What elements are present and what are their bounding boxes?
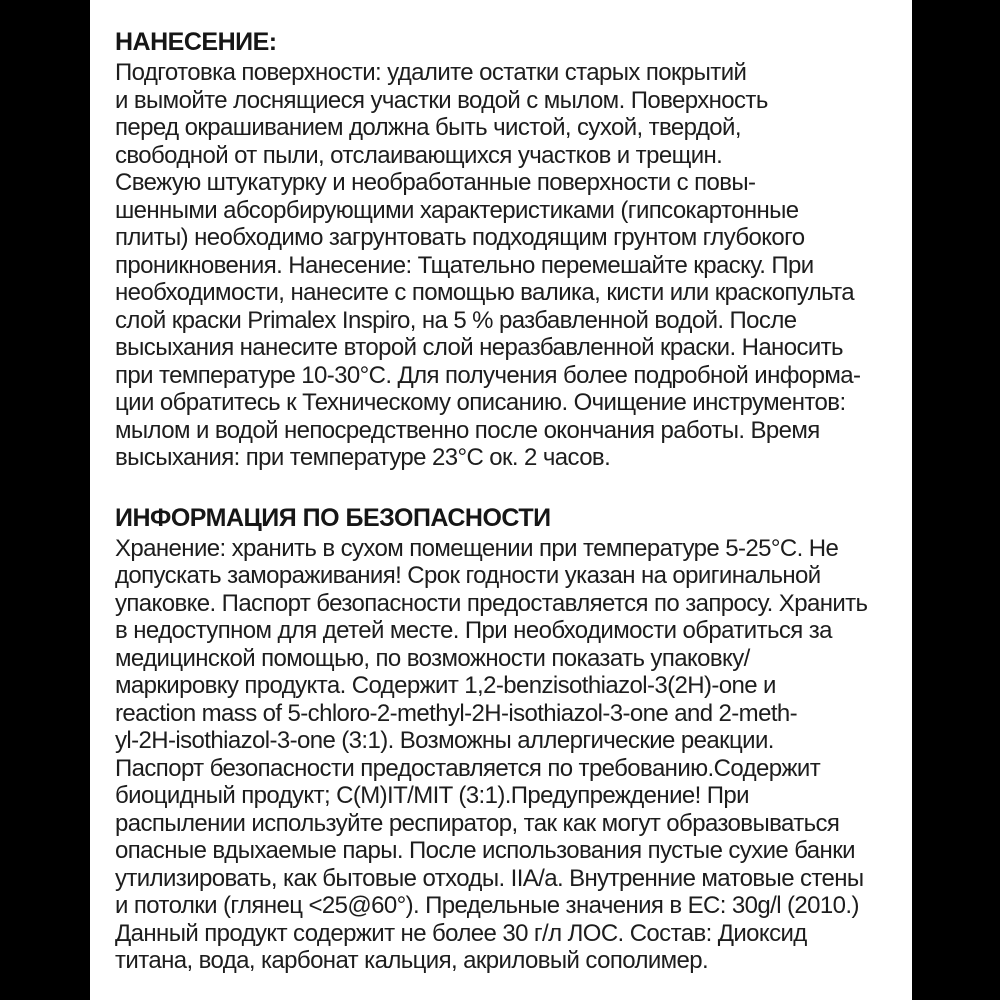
text-line: высыхания нанесите второй слой неразбавленной краски. Наносить [115, 334, 843, 361]
text-line: в недоступном для детей месте. При необходимости обратиться за [115, 617, 832, 644]
text-line: reaction mass of 5-chloro-2-methyl-2H-isothiazol-3-one and 2-meth- [115, 699, 798, 727]
text-line: маркировку продукта. Содержит 1,2-benzisothiazol-3(2H)-one и [115, 672, 776, 699]
safety-information-heading: ИНФОРМАЦИЯ ПО БЕЗОПАСНОСТИ [115, 503, 551, 532]
text-line: Паспорт безопасности предоставляется по требованию.Содержит [115, 754, 821, 782]
text-line: слой краски Primalex Inspiro, на 5 % разбавленной водой. После [115, 306, 797, 334]
text-line: медицинской помощью, по возможности показать упаковку/ [115, 644, 750, 672]
text-line: ции обратитесь к Техническому описанию. Очищение инструментов: [115, 389, 846, 416]
section-safety-information [115, 503, 912, 975]
text-line: шенными абсорбирующими характеристиками (гипсокартонные [115, 196, 799, 224]
text-line: мылом и водой непосредственно после окончания работы. Время [115, 416, 820, 444]
text-line: проникновения. Нанесение: Тщательно перемешайте краску. При [115, 251, 814, 279]
text-line: необходимости, нанесите с помощью валика, кисти или краскопульта [115, 279, 855, 306]
text-line: при температуре 10-30°С. Для получения более подробной информа- [115, 361, 861, 389]
label-page [90, 0, 912, 1000]
text-line: yl-2H-isothiazol-3-one (3:1). Возможны аллергические реакции. [115, 727, 774, 754]
text-line: утилизировать, как бытовые отходы. IIA/a. Внутренние матовые стены [115, 864, 864, 892]
text-line: допускать замораживания! Срок годности указан на оригинальной [115, 562, 821, 589]
text-line: Данный продукт содержит не более 30 г/л ЛОС. Состав: Диоксид [115, 919, 807, 947]
text-line: распылении используйте респиратор, так как могут образовываться [115, 809, 840, 837]
text-line: Свежую штукатурку и необработанные поверхности с повы- [115, 169, 756, 196]
text-line: Подготовка поверхности: удалите остатки старых покрытий [115, 59, 747, 86]
text-line: упаковке. Паспорт безопасности предоставляется по запросу. Хранить [115, 589, 868, 617]
text-line: опасные вдыхаемые пары. После использования пустые сухие банки [115, 837, 855, 864]
application-body-text [115, 59, 912, 472]
text-line: и потолки (глянец <25@60°). Предельные значения в ЕС: 30g/l (2010.) [115, 892, 859, 919]
text-line: и вымойте лоснящиеся участки водой с мылом. Поверхность [115, 86, 768, 114]
text-line: биоцидный продукт; C(M)IT/MIT (3:1).Предупреждение! При [115, 782, 749, 809]
section-application [115, 27, 912, 472]
text-line: перед окрашиванием должна быть чистой, сухой, твердой, [115, 114, 741, 141]
text-line: титана, вода, карбонат кальция, акриловый сополимер. [115, 947, 709, 974]
text-line: плиты) необходимо загрунтовать подходящим грунтом глубокого [115, 224, 805, 251]
application-heading: НАНЕСЕНИЕ: [115, 28, 277, 56]
text-line: свободной от пыли, отслаивающихся участков и трещин. [115, 141, 723, 169]
text-line: высыхания: при температуре 23°С ок. 2 часов. [115, 444, 611, 471]
text-line: Хранение: хранить в сухом помещении при температуре 5-25°С. Не [115, 534, 839, 562]
safety-information-body-text [115, 535, 912, 975]
